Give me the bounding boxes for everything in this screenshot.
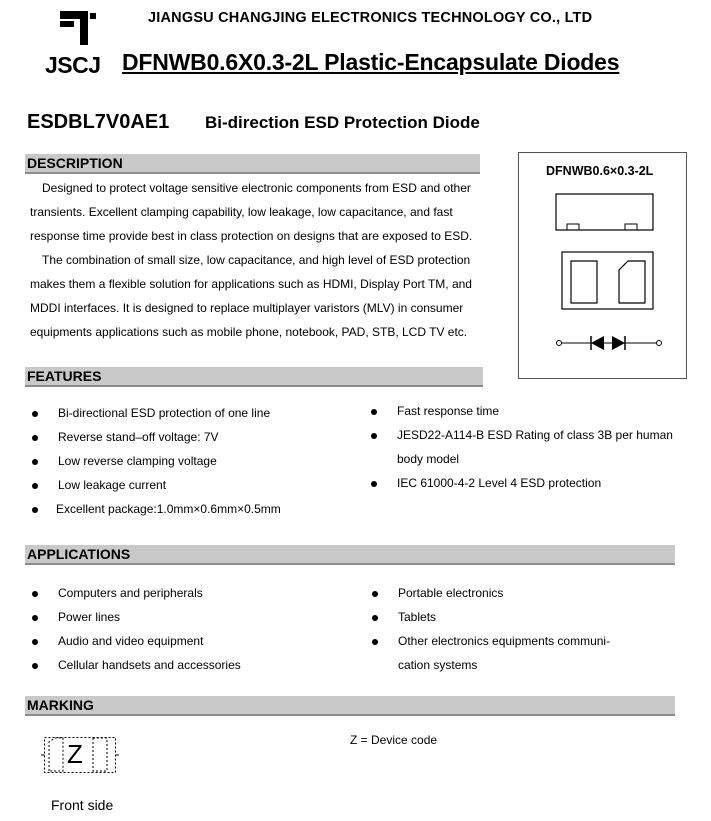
list-item [369, 423, 673, 447]
marking-header-bar [25, 696, 675, 716]
list-item [30, 581, 241, 605]
bullet-icon [32, 591, 38, 597]
description-line: makes them a flexible solution for applications such as HDMI, Display Port TM, and [30, 277, 472, 291]
applications-list-left [30, 581, 241, 677]
list-item [370, 653, 610, 677]
bullet-icon [371, 433, 377, 439]
application-text: Cellular handsets and accessories [58, 658, 241, 672]
feature-text: Low leakage current [58, 478, 167, 492]
application-text: Tablets [398, 610, 437, 624]
feature-text: Excellent package:1.0mm×0.6mm×0.5mm [56, 502, 281, 516]
description-line: response time provide best in class protection on designs that are exposed to ESD. [30, 229, 473, 243]
feature-text: Bi-directional ESD protection of one line [58, 406, 271, 420]
features-heading: FEATURES [27, 368, 102, 384]
bullet-icon [371, 409, 377, 415]
application-text: Portable electronics [398, 586, 504, 600]
package-title: DFNWB0.6×0.3-2L [546, 164, 654, 178]
marking-heading: MARKING [27, 697, 94, 713]
list-item [30, 473, 281, 497]
description-line: MDDI interfaces. It is designed to replace multiplayer varistors (MLV) in consumer [30, 301, 464, 315]
description-line: The combination of small size, low capacitance, and high level of ESD protection [42, 253, 471, 267]
application-text: Audio and video equipment [58, 634, 204, 648]
description-text [30, 176, 475, 344]
bullet-icon [32, 615, 38, 621]
bullet-icon [32, 435, 38, 441]
package-side-view-icon [555, 193, 655, 235]
bullet-icon [372, 591, 378, 597]
bullet-icon [32, 411, 38, 417]
list-item [30, 497, 281, 521]
list-item [30, 401, 281, 425]
bullet-icon [371, 481, 377, 487]
list-item [370, 629, 610, 653]
bullet-icon [32, 639, 38, 645]
application-text: Other electronics equipments communi- [398, 634, 611, 648]
bullet-icon [32, 459, 38, 465]
list-item [370, 581, 610, 605]
bidirectional-diode-symbol-icon [555, 333, 663, 353]
features-list-left [30, 401, 281, 521]
list-item [30, 425, 281, 449]
list-item [370, 605, 610, 629]
feature-text: JESD22-A114-B ESD Rating of class 3B per human [397, 428, 673, 442]
bullet-icon [32, 507, 38, 513]
description-line: transients. Excellent clamping capability, low leakage, low capacitance, and fast [30, 205, 453, 219]
feature-text: Low reverse clamping voltage [58, 454, 217, 468]
applications-list-right [370, 581, 610, 677]
bullet-icon [32, 663, 38, 669]
description-line: Designed to protect voltage sensitive electronic components from ESD and other [42, 181, 471, 195]
feature-text: Fast response time [397, 404, 500, 418]
list-item [369, 399, 673, 423]
list-item [369, 471, 673, 495]
list-item [30, 653, 241, 677]
part-description: Bi-direction ESD Protection Diode [205, 113, 480, 132]
application-text: Power lines [58, 610, 121, 624]
device-code-note: Z = Device code [350, 733, 438, 747]
features-list-right [369, 399, 673, 495]
feature-text: Reverse stand–off voltage: 7V [58, 430, 219, 444]
feature-text: IEC 61000-4-2 Level 4 ESD protection [397, 476, 602, 490]
feature-text: body model [397, 452, 460, 466]
list-item [30, 449, 281, 473]
bullet-icon [372, 639, 378, 645]
marking-code: Z [67, 739, 83, 769]
description-heading: DESCRIPTION [27, 155, 123, 171]
package-bottom-view-icon [561, 251, 655, 311]
list-item [30, 605, 241, 629]
bullet-icon [372, 615, 378, 621]
part-number: ESDBL7V0AE1 [27, 111, 170, 133]
applications-heading: APPLICATIONS [27, 546, 131, 562]
application-text: cation systems [398, 658, 478, 672]
jscj-logo-icon [58, 7, 98, 47]
company-name: JIANGSU CHANGJING ELECTRONICS TECHNOLOGY CO., LTD [148, 10, 593, 26]
description-line: equipments applications such as mobile phone, notebook, PAD, STB, LCD TV etc. [30, 325, 468, 339]
product-line-title: DFNWB0.6X0.3-2L Plastic-Encapsulate Diodes [122, 49, 620, 75]
list-item [369, 447, 673, 471]
application-text: Computers and peripherals [58, 586, 203, 600]
list-item [30, 629, 241, 653]
logo-text: JSCJ [45, 52, 101, 78]
bullet-icon [32, 483, 38, 489]
front-side-label: Front side [51, 797, 114, 813]
